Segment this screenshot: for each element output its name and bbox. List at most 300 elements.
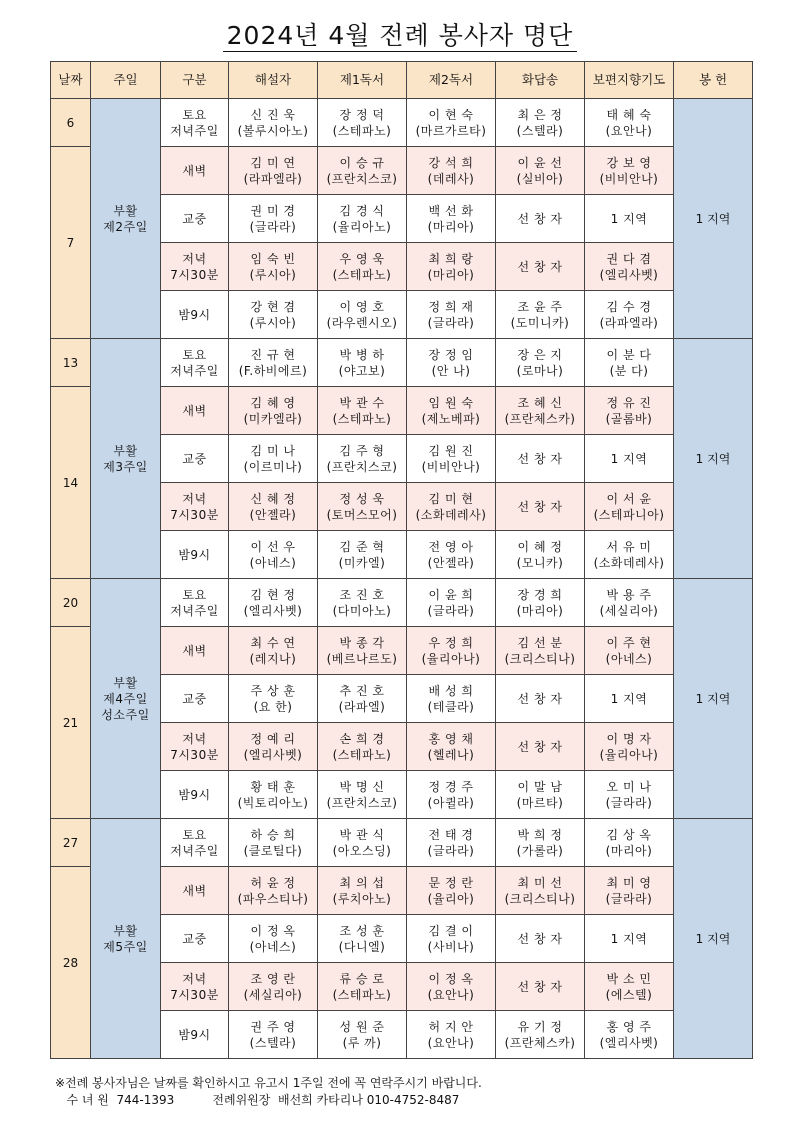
prayers-line: (아네스) — [605, 651, 653, 666]
psalm-line: (스텔라) — [516, 123, 564, 138]
commentator-line: (이르미나) — [243, 459, 303, 474]
prayers-line: 이 주 현 — [606, 635, 652, 650]
mass-type-line: 저녁 — [182, 491, 207, 506]
commentator-line: 조 영 란 — [250, 971, 296, 986]
commentator-line: (엘리사벳) — [243, 603, 303, 618]
commentator-line: (안젤라) — [249, 507, 297, 522]
prayers-line: (요안나) — [605, 123, 653, 138]
psalm-cell — [496, 195, 585, 243]
reading2-line: (요안나) — [427, 987, 475, 1002]
reading2-line: (마리아) — [427, 267, 475, 282]
commentator-line: (아네스) — [249, 555, 297, 570]
schedule-row — [51, 339, 753, 387]
mass-type — [161, 1011, 229, 1059]
prayers-line: (스테파니아) — [593, 507, 665, 522]
psalm-cell — [496, 819, 585, 867]
commentator-cell — [229, 435, 318, 483]
commentator-cell — [229, 483, 318, 531]
offering-cell: 1 지역 — [674, 579, 753, 819]
prayers-cell — [585, 771, 674, 819]
schedule-body — [51, 99, 753, 1059]
psalm-cell — [496, 771, 585, 819]
reading1-line: 이 승 규 — [339, 155, 385, 170]
psalm-line: (가롤라) — [516, 843, 564, 858]
psalm-line: 박 희 정 — [517, 827, 563, 842]
reading1-cell — [318, 99, 407, 147]
reading2-line: (아퀼라) — [427, 795, 475, 810]
reading2-cell — [407, 675, 496, 723]
reading2-cell — [407, 915, 496, 963]
commentator-line: (세실리아) — [243, 987, 303, 1002]
reading1-line: (프란치스코) — [326, 795, 398, 810]
reading1-line: 박 명 신 — [339, 779, 385, 794]
reading1-line: (스테파노) — [332, 123, 392, 138]
sunday-name-line: 제2주일 — [103, 219, 148, 234]
mass-type — [161, 291, 229, 339]
reading1-line: 김 주 형 — [339, 443, 385, 458]
prayers-line: (마리아) — [605, 843, 653, 858]
prayers-line: (소화데레사) — [593, 555, 665, 570]
commentator-cell — [229, 339, 318, 387]
reading1-line: 조 성 훈 — [339, 923, 385, 938]
commentator-line: 김 현 정 — [250, 587, 296, 602]
psalm-cell — [496, 579, 585, 627]
page-title: 2024년 4월 전례 봉사자 명단 — [0, 16, 800, 52]
psalm-cell — [496, 99, 585, 147]
reading2-line: 이 정 옥 — [428, 971, 474, 986]
reading2-cell — [407, 867, 496, 915]
reading2-cell — [407, 579, 496, 627]
prayers-line: (세실리아) — [599, 603, 659, 618]
sunday-date: 7 — [51, 147, 91, 339]
mass-type — [161, 915, 229, 963]
mass-type-line: 토요 — [182, 827, 207, 842]
psalm-line: 선 창 자 — [517, 451, 563, 466]
header-commentator: 해설자 — [229, 62, 318, 99]
mass-type-line: 새벽 — [182, 883, 207, 898]
reading1-line: (다니엘) — [338, 939, 386, 954]
reading1-cell — [318, 387, 407, 435]
reading2-line: (사비나) — [427, 939, 475, 954]
prayers-cell — [585, 387, 674, 435]
psalm-line: 이 말 남 — [517, 779, 563, 794]
psalm-cell — [496, 339, 585, 387]
sunday-name-line: 부활 — [113, 675, 138, 690]
sunday-name-line: 제5주일 — [103, 939, 148, 954]
reading2-line: 홍 영 채 — [428, 731, 474, 746]
mass-type — [161, 147, 229, 195]
prayers-cell — [585, 915, 674, 963]
reading1-line: (토머스모어) — [326, 507, 398, 522]
reading1-line: (프란치스코) — [326, 459, 398, 474]
mass-type — [161, 483, 229, 531]
prayers-line: 1 지역 — [610, 691, 648, 706]
reading2-line: 장 정 임 — [428, 347, 474, 362]
commentator-line: 이 정 옥 — [250, 923, 296, 938]
psalm-cell — [496, 867, 585, 915]
reading2-line: (안젤라) — [427, 555, 475, 570]
commentator-cell — [229, 387, 318, 435]
prayers-cell — [585, 963, 674, 1011]
schedule-row — [51, 819, 753, 867]
commentator-line: 강 현 겸 — [250, 299, 296, 314]
mass-type — [161, 579, 229, 627]
prayers-cell — [585, 99, 674, 147]
mass-type — [161, 723, 229, 771]
mass-type-line: 저녁 — [182, 731, 207, 746]
reading1-cell — [318, 483, 407, 531]
prayers-line: 태 혜 숙 — [606, 107, 652, 122]
commentator-line: (엘리사벳) — [243, 747, 303, 762]
header-reading2: 제2독서 — [407, 62, 496, 99]
prayers-cell — [585, 627, 674, 675]
reading2-line: 김 결 이 — [428, 923, 474, 938]
psalm-cell — [496, 435, 585, 483]
prayers-line: 정 유 진 — [606, 395, 652, 410]
reading1-line: (스테파노) — [332, 267, 392, 282]
mass-type-line: 교중 — [182, 451, 207, 466]
prayers-line: 강 보 영 — [606, 155, 652, 170]
reading1-cell — [318, 1011, 407, 1059]
reading1-line: 박 관 식 — [339, 827, 385, 842]
reading2-line: 전 영 아 — [428, 539, 474, 554]
schedule-row — [51, 579, 753, 627]
psalm-line: 이 혜 정 — [517, 539, 563, 554]
prayers-cell — [585, 339, 674, 387]
commentator-line: (글라라) — [249, 219, 297, 234]
commentator-line: 김 미 나 — [250, 443, 296, 458]
psalm-cell — [496, 1011, 585, 1059]
prayers-line: 이 명 자 — [606, 731, 652, 746]
prayers-cell — [585, 579, 674, 627]
reading1-line: 추 진 호 — [339, 683, 385, 698]
sunday-date: 28 — [51, 867, 91, 1059]
prayers-line: 1 지역 — [610, 211, 648, 226]
mass-type — [161, 819, 229, 867]
reading1-cell — [318, 243, 407, 291]
commentator-line: (볼루시아노) — [237, 123, 309, 138]
reading2-cell — [407, 531, 496, 579]
reading1-cell — [318, 771, 407, 819]
reading1-line: (프란치스코) — [326, 171, 398, 186]
reading2-cell — [407, 483, 496, 531]
mass-type — [161, 771, 229, 819]
footer-line-2: 수 녀 원 744-1393 전례위원장 배선희 카타리나 010-4752-8487 — [55, 1093, 460, 1107]
commentator-cell — [229, 195, 318, 243]
reading2-line: 전 태 경 — [428, 827, 474, 842]
mass-type-line: 밤9시 — [178, 787, 211, 802]
commentator-line: (레지나) — [249, 651, 297, 666]
mass-type-line: 저녁주일 — [170, 363, 219, 378]
prayers-line: (분 다) — [609, 363, 649, 378]
prayers-cell — [585, 195, 674, 243]
psalm-cell — [496, 483, 585, 531]
reading2-line: (소화데레사) — [415, 507, 487, 522]
reading2-line: 임 원 숙 — [428, 395, 474, 410]
prayers-cell — [585, 243, 674, 291]
reading2-line: 최 희 랑 — [428, 251, 474, 266]
reading2-cell — [407, 291, 496, 339]
mass-type — [161, 627, 229, 675]
psalm-cell — [496, 291, 585, 339]
reading1-cell — [318, 723, 407, 771]
reading1-cell — [318, 195, 407, 243]
mass-type-line: 저녁 — [182, 251, 207, 266]
psalm-cell — [496, 963, 585, 1011]
reading1-line: (베르나르도) — [326, 651, 398, 666]
prayers-cell — [585, 435, 674, 483]
commentator-line: 이 선 우 — [250, 539, 296, 554]
reading2-line: (율리아) — [427, 891, 475, 906]
sunday-name — [91, 99, 161, 339]
commentator-line: 김 혜 영 — [250, 395, 296, 410]
reading2-line: (글라라) — [427, 843, 475, 858]
mass-type-line: 교중 — [182, 691, 207, 706]
prayers-line: 이 서 윤 — [606, 491, 652, 506]
prayers-cell — [585, 147, 674, 195]
reading1-cell — [318, 915, 407, 963]
psalm-cell — [496, 387, 585, 435]
reading2-cell — [407, 435, 496, 483]
mass-type-line: 7시30분 — [170, 987, 219, 1002]
reading1-line: 정 성 욱 — [339, 491, 385, 506]
mass-type-line: 밤9시 — [178, 307, 211, 322]
sunday-date: 21 — [51, 627, 91, 819]
footer-note — [55, 1075, 482, 1109]
sunday-date: 14 — [51, 387, 91, 579]
prayers-line: (골롬바) — [605, 411, 653, 426]
psalm-line: 장 경 희 — [517, 587, 563, 602]
psalm-line: 선 창 자 — [517, 691, 563, 706]
reading2-cell — [407, 339, 496, 387]
psalm-cell — [496, 675, 585, 723]
psalm-line: (크리스티나) — [504, 891, 576, 906]
psalm-line: (크리스티나) — [504, 651, 576, 666]
commentator-line: 허 윤 정 — [250, 875, 296, 890]
prayers-line: (글라라) — [605, 795, 653, 810]
commentator-cell — [229, 819, 318, 867]
commentator-line: (빅토리아노) — [237, 795, 309, 810]
header-psalm: 화답송 — [496, 62, 585, 99]
reading2-line: 허 지 안 — [428, 1019, 474, 1034]
footer-line-1: ※전례 봉사자님은 날짜를 확인하시고 유고시 1주일 전에 꼭 연락주시기 바랍니다. — [55, 1076, 482, 1090]
reading1-cell — [318, 675, 407, 723]
psalm-line: 조 혜 신 — [517, 395, 563, 410]
commentator-line: 최 수 연 — [250, 635, 296, 650]
reading1-cell — [318, 819, 407, 867]
commentator-line: 김 미 연 — [250, 155, 296, 170]
reading2-line: (데레사) — [427, 171, 475, 186]
commentator-cell — [229, 675, 318, 723]
reading1-line: (루 까) — [342, 1035, 382, 1050]
psalm-line: 유 기 정 — [517, 1019, 563, 1034]
psalm-line: (프란체스카) — [504, 411, 576, 426]
commentator-cell — [229, 243, 318, 291]
header-reading1: 제1독서 — [318, 62, 407, 99]
prayers-line: 홍 영 주 — [606, 1019, 652, 1034]
mass-type-line: 새벽 — [182, 643, 207, 658]
mass-type — [161, 435, 229, 483]
mass-type-line: 밤9시 — [178, 1027, 211, 1042]
psalm-line: 선 창 자 — [517, 979, 563, 994]
reading1-cell — [318, 627, 407, 675]
reading2-cell — [407, 723, 496, 771]
mass-type — [161, 675, 229, 723]
prayers-line: 김 수 경 — [606, 299, 652, 314]
reading1-line: (라우렌시오) — [326, 315, 398, 330]
reading1-line: 김 경 식 — [339, 203, 385, 218]
reading1-line: 장 정 덕 — [339, 107, 385, 122]
psalm-line: 이 윤 선 — [517, 155, 563, 170]
psalm-line: (마리아) — [516, 603, 564, 618]
psalm-line: (도미니카) — [510, 315, 570, 330]
sunday-name — [91, 339, 161, 579]
prayers-line: 권 다 겸 — [606, 251, 652, 266]
sunday-name-line: 부활 — [113, 203, 138, 218]
psalm-line: 최 미 선 — [517, 875, 563, 890]
reading1-cell — [318, 291, 407, 339]
psalm-cell — [496, 627, 585, 675]
mass-type-line: 7시30분 — [170, 507, 219, 522]
sunday-name-line: 부활 — [113, 443, 138, 458]
reading2-line: 강 석 희 — [428, 155, 474, 170]
psalm-line: 김 선 분 — [517, 635, 563, 650]
mass-type-line: 새벽 — [182, 403, 207, 418]
reading2-cell — [407, 771, 496, 819]
commentator-line: 진 규 현 — [250, 347, 296, 362]
reading2-cell — [407, 1011, 496, 1059]
psalm-line: 선 창 자 — [517, 211, 563, 226]
commentator-line: (F.하비에르) — [238, 363, 308, 378]
prayers-cell — [585, 531, 674, 579]
sunday-name-line: 성소주일 — [101, 707, 150, 722]
psalm-line: 선 창 자 — [517, 931, 563, 946]
sunday-name-line: 부활 — [113, 923, 138, 938]
psalm-line: 최 은 정 — [517, 107, 563, 122]
reading2-line: (요안나) — [427, 1035, 475, 1050]
reading1-line: 최 의 섭 — [339, 875, 385, 890]
sunday-name-line: 제4주일 — [103, 691, 148, 706]
reading1-line: (라파엘) — [338, 699, 386, 714]
prayers-cell — [585, 819, 674, 867]
reading1-line: 박 병 하 — [339, 347, 385, 362]
header-type: 구분 — [161, 62, 229, 99]
reading1-cell — [318, 435, 407, 483]
commentator-line: 신 혜 정 — [250, 491, 296, 506]
mass-type — [161, 243, 229, 291]
reading2-line: (안 나) — [431, 363, 471, 378]
prayers-cell — [585, 483, 674, 531]
prayers-line: (비비안나) — [599, 171, 659, 186]
commentator-cell — [229, 531, 318, 579]
mass-type-line: 밤9시 — [178, 547, 211, 562]
psalm-line: (프란체스카) — [504, 1035, 576, 1050]
reading2-line: 정 경 주 — [428, 779, 474, 794]
prayers-line: 서 유 미 — [606, 539, 652, 554]
commentator-cell — [229, 627, 318, 675]
header-date: 날짜 — [51, 62, 91, 99]
saturday-date: 20 — [51, 579, 91, 627]
prayers-line: 김 상 옥 — [606, 827, 652, 842]
commentator-line: 권 주 영 — [250, 1019, 296, 1034]
reading2-line: 이 윤 희 — [428, 587, 474, 602]
prayers-line: (엘리사벳) — [599, 267, 659, 282]
mass-type — [161, 531, 229, 579]
reading2-line: (헬레나) — [427, 747, 475, 762]
psalm-line: 선 창 자 — [517, 739, 563, 754]
prayers-line: 1 지역 — [610, 451, 648, 466]
reading2-line: (글라라) — [427, 315, 475, 330]
psalm-line: (모니카) — [516, 555, 564, 570]
mass-type — [161, 99, 229, 147]
psalm-line: 선 창 자 — [517, 499, 563, 514]
schedule-table — [50, 61, 753, 1059]
prayers-cell — [585, 723, 674, 771]
commentator-cell — [229, 771, 318, 819]
commentator-line: (파우스티나) — [237, 891, 309, 906]
reading2-cell — [407, 99, 496, 147]
prayers-line: 이 분 다 — [606, 347, 652, 362]
reading2-line: 정 희 재 — [428, 299, 474, 314]
prayers-line: 최 미 영 — [606, 875, 652, 890]
reading2-line: 배 성 희 — [428, 683, 474, 698]
mass-type-line: 저녁주일 — [170, 603, 219, 618]
reading2-line: 김 원 진 — [428, 443, 474, 458]
offering-cell: 1 지역 — [674, 819, 753, 1059]
reading2-cell — [407, 387, 496, 435]
mass-type-line: 교중 — [182, 931, 207, 946]
reading1-cell — [318, 531, 407, 579]
mass-type-line: 저녁주일 — [170, 123, 219, 138]
psalm-cell — [496, 147, 585, 195]
reading1-cell — [318, 339, 407, 387]
prayers-line: (율리아나) — [599, 747, 659, 762]
mass-type-line: 저녁주일 — [170, 843, 219, 858]
reading1-line: 박 종 각 — [339, 635, 385, 650]
psalm-line: (로마나) — [516, 363, 564, 378]
reading1-line: (아오스딩) — [332, 843, 392, 858]
reading2-cell — [407, 963, 496, 1011]
mass-type-line: 토요 — [182, 107, 207, 122]
reading1-cell — [318, 867, 407, 915]
reading2-line: (제노베파) — [421, 411, 481, 426]
reading2-line: 백 선 화 — [428, 203, 474, 218]
reading1-line: (야고보) — [338, 363, 386, 378]
commentator-line: 주 상 훈 — [250, 683, 296, 698]
mass-type-line: 새벽 — [182, 163, 207, 178]
psalm-line: 조 윤 주 — [517, 299, 563, 314]
reading1-line: 박 관 수 — [339, 395, 385, 410]
offering-cell: 1 지역 — [674, 339, 753, 579]
commentator-line: 정 예 리 — [250, 731, 296, 746]
offering-cell: 1 지역 — [674, 99, 753, 339]
header-offering: 봉 헌 — [674, 62, 753, 99]
commentator-line: (미카엘라) — [243, 411, 303, 426]
commentator-line: 신 진 욱 — [250, 107, 296, 122]
commentator-line: (요 한) — [253, 699, 293, 714]
reading1-line: 우 영 욱 — [339, 251, 385, 266]
sunday-name — [91, 819, 161, 1059]
commentator-line: 임 숙 빈 — [250, 251, 296, 266]
reading1-line: 김 준 혁 — [339, 539, 385, 554]
mass-type — [161, 963, 229, 1011]
commentator-line: (라파엘라) — [243, 171, 303, 186]
commentator-line: 권 미 경 — [250, 203, 296, 218]
reading1-line: 류 승 로 — [339, 971, 385, 986]
reading1-line: 손 희 경 — [339, 731, 385, 746]
commentator-cell — [229, 915, 318, 963]
prayers-cell — [585, 291, 674, 339]
